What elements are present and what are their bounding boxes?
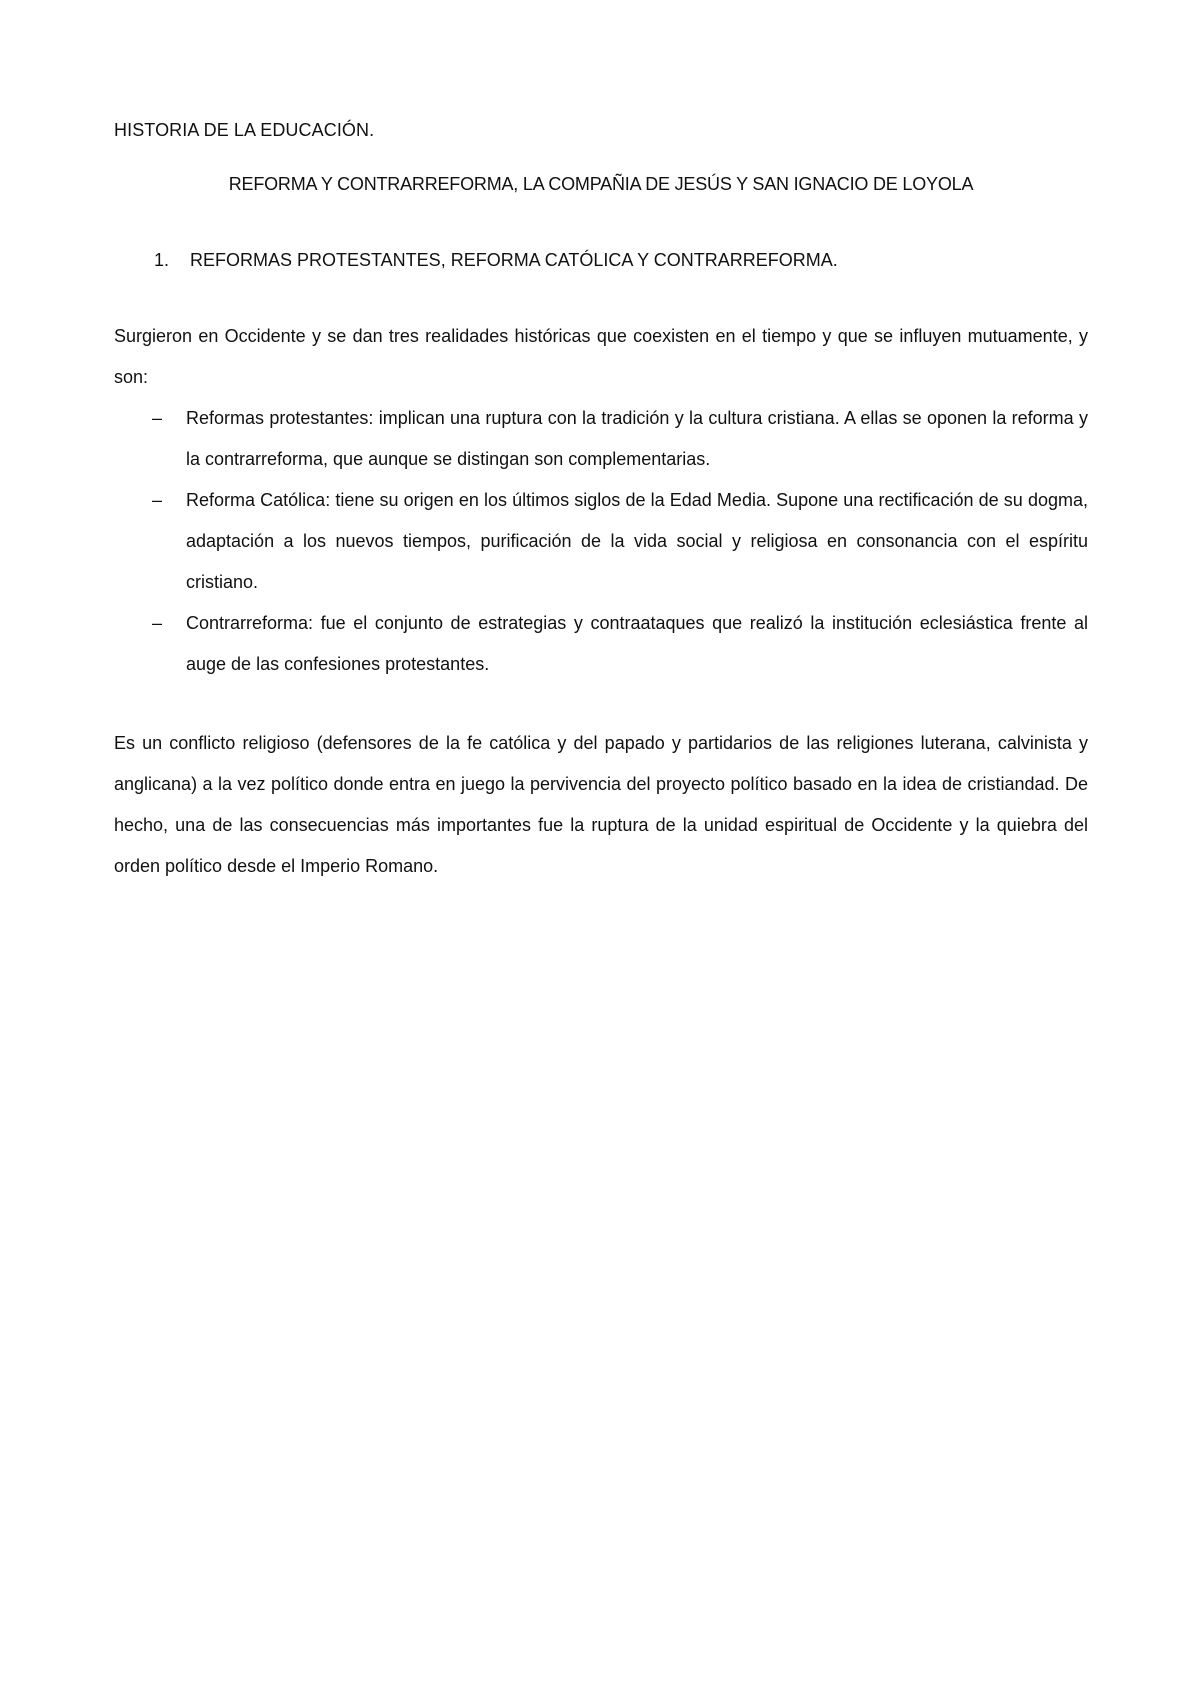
bullet-list xyxy=(114,398,1088,685)
document-header: HISTORIA DE LA EDUCACIÓN. xyxy=(114,120,375,140)
section-heading-text: REFORMAS PROTESTANTES, REFORMA CATÓLICA Y CONTRARREFORMA. xyxy=(190,250,838,270)
section-heading xyxy=(114,248,1088,272)
bullet-marker: – xyxy=(152,408,163,428)
document-title: REFORMA Y CONTRARREFORMA, LA COMPAÑIA DE JESÚS Y SAN IGNACIO DE LOYOLA xyxy=(228,174,974,194)
bullet-text-reformas-protestantes: Reformas protestantes: implican una ruptura con la tradición y la cultura cristiana. A ellas se oponen la reforma y la contrarreforma, que aunque se distingan son complementarias. xyxy=(186,408,1088,469)
closing-paragraph: Es un conflicto religioso (defensores de la fe católica y del papado y partidarios de las religiones luterana, calvinista y anglicana) a la vez político donde entra en juego la pervivencia del proyecto político basado en la idea de cristiandad. De hecho, una de las consecuencias más importantes fue la ruptura de la unidad espiritual de Occidente y la quiebra del orden político desde el Imperio Romano. xyxy=(114,733,1088,876)
list-item xyxy=(114,603,1088,685)
bullet-marker: – xyxy=(152,490,163,510)
document-body xyxy=(114,100,1088,887)
bullet-text-contrarreforma: Contrarreforma: fue el conjunto de estrategias y contraataques que realizó la institución eclesiástica frente al auge de las confesiones protestantes. xyxy=(186,613,1088,674)
bullet-text-reforma-catolica: Reforma Católica: tiene su origen en los últimos siglos de la Edad Media. Supone una rectificación de su dogma, adaptación a los nuevos tiempos, purificación de la vida social y religiosa en consonancia con el espíritu cristiano. xyxy=(186,490,1088,592)
bullet-marker: – xyxy=(152,613,163,633)
list-item xyxy=(114,480,1088,603)
section-number: 1. xyxy=(154,250,170,270)
intro-paragraph: Surgieron en Occidente y se dan tres realidades históricas que coexisten en el tiempo y que se influyen mutuamente, y son: xyxy=(114,326,1088,387)
list-item xyxy=(114,398,1088,480)
